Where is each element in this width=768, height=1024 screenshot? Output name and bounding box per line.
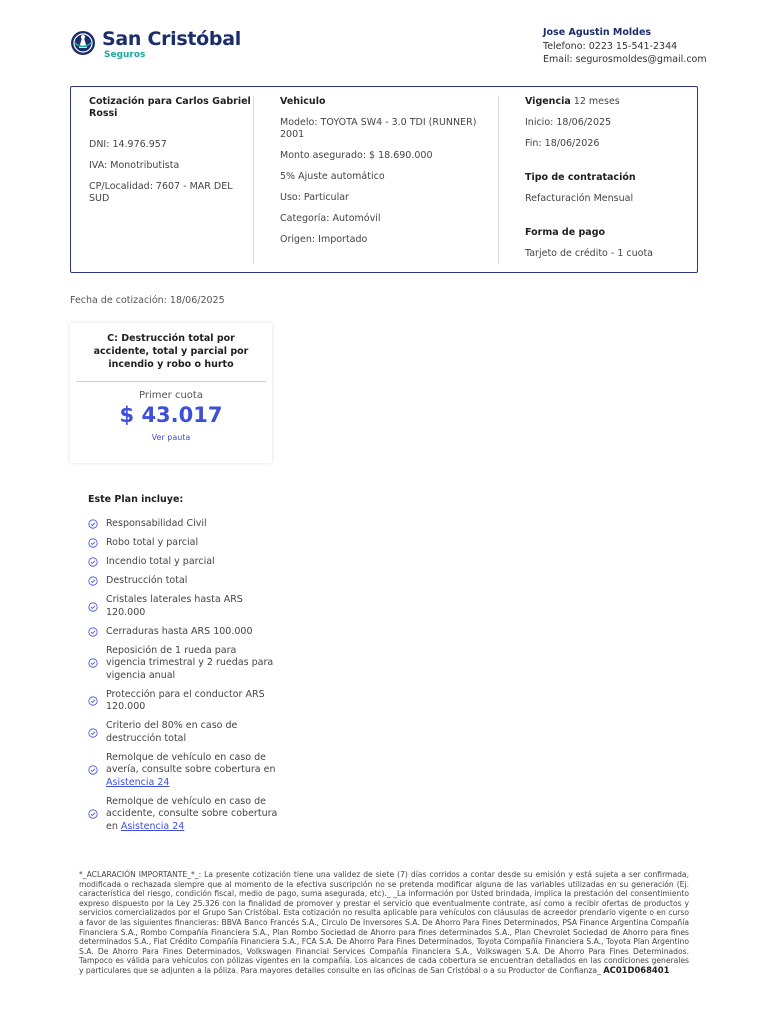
check-circle-icon: [88, 658, 98, 668]
plan-item-label: Incendio total y parcial: [106, 556, 215, 567]
vehicle-model: Modelo: TOYOTA SW4 - 3.0 TDI (RUNNER) 2001: [280, 117, 477, 140]
plan-item: [88, 556, 278, 569]
legal-disclaimer: [79, 870, 689, 976]
plan-item-label: Reposición de 1 rueda para vigencia trimestral y 2 ruedas para vigencia anual: [106, 644, 274, 681]
quote-date: Fecha de cotización: 18/06/2025: [70, 295, 225, 306]
plan-item-label: Protección para el conductor ARS 120.000: [106, 688, 265, 712]
vehicle-origin: Origen: Importado: [280, 234, 368, 245]
plan-item-label: [106, 752, 278, 790]
plan-card-divider: [76, 381, 266, 382]
check-circle-icon: [88, 765, 98, 775]
brand-sub: Seguros: [104, 50, 146, 60]
plan-item: [88, 537, 278, 550]
check-circle-icon: [88, 627, 98, 637]
assistance-24-link[interactable]: Asistencia 24: [120, 820, 185, 832]
plan-item: [88, 518, 278, 531]
plan-item: [88, 689, 278, 714]
validity-duration: 12 meses: [573, 96, 620, 107]
client-dni: DNI: 14.976.957: [89, 139, 167, 150]
plan-item-label: Robo total y parcial: [106, 537, 199, 548]
plan-item: [88, 626, 278, 639]
agent-info: [543, 26, 707, 67]
vehicle-use: Uso: Particular: [280, 192, 349, 203]
plan-item: [88, 645, 278, 683]
agent-phone: Telefono: 0223 15-541-2344: [543, 40, 678, 52]
plan-item: [88, 720, 278, 745]
check-circle-icon: [88, 602, 98, 612]
check-circle-icon: [88, 728, 98, 738]
plan-item-label: Cerraduras hasta ARS 100.000: [106, 625, 253, 637]
first-installment-price: $ 43.017: [119, 403, 223, 427]
vehicle-adjustment: 5% Ajuste automático: [280, 171, 385, 182]
quote-summary-box: [70, 86, 698, 273]
payment-method-title: Forma de pago: [525, 227, 606, 238]
towing-text: Remolque de vehículo en caso de avería, consulte sobre cobertura en: [106, 751, 276, 775]
assistance-24-link[interactable]: Asistencia 24: [106, 776, 170, 788]
brand-name: San Cristóbal: [102, 28, 241, 50]
plan-includes-list: [88, 518, 278, 833]
plan-item-label: [106, 796, 278, 834]
check-circle-icon: [88, 696, 98, 706]
check-circle-icon: [88, 538, 98, 548]
towing-text: Remolque de vehículo en caso de accidente, consulte sobre cobertura en: [106, 795, 278, 832]
first-installment-label: Primer cuota: [139, 390, 203, 401]
client-title: Cotización para Carlos Gabriel Rossi: [89, 96, 251, 119]
validity-end: Fin: 18/06/2026: [525, 138, 600, 149]
plan-item-towing: [88, 752, 278, 790]
plan-includes: [88, 494, 278, 840]
plan-item-label: Responsabilidad Civil: [106, 518, 207, 529]
disclaimer-text: *_ACLARACIÓN IMPORTANTE_*_: La presente cotización tiene una validez de siete (7) días corridos a contar desde su emisión y está sujeta a ser confirmada, modificada o rechazada siempre que al momento de la efectiva suscripción no se pretenda modificar alguna de las variables utilizadas en su generación (Ej. característica del riesgo, condición fiscal, medio de pago, suma asegurada, etc)._ _La información por Usted brindada, implica la prestación del consentimiento expreso dispuesto por la Ley 25.326 con la finalidad de promover y prestar el servicio que eventualmente contrate, así como a recibir ofertas de productos y servicios comercializados por el Grupo San Cristóbal. Esta cotización no resulta aplicable para vehículos con cláusulas de acreedor prendario vigente o en curso a favor de las siguientes financieras: BBVA Banco Francés S.A., Circulo De Inversores S.A. De Ahorro Para Fines Determinados, PSA Finance Argentina Compañía Financiera S.A., Rombo Compañía Financiera S.A., Plan Rombo Sociedad de Ahorro para fines determinados S.A., Plan Chevrolet Sociedad de Ahorro para fines determinados S.A., Fiat Crédito Compañía Financiera S.A., FCA S.A. De Ahorro Para Fines Determinados, Toyota Compañía Financiera S.A., Toyota Plan Argentino S.A. De Ahorro Para Fines Determinados, Volkswagen Financial Services Compañía Financiera S.A., Volkswagen S.A. De Ahorro Para Fines Determinados. Tampoco es válida para vehículos con pólizas vigentes en la compañía. Los alcances de cada cobertura se encuentran detallados en las condiciones generales y particulares que se adjunten a la póliza. Para mayores detalles consulte en las oficinas de San Cristóbal o a su Productor de Confianza_: [79, 870, 689, 975]
contract-type: Refacturación Mensual: [525, 193, 634, 204]
plan-item-towing: [88, 796, 278, 834]
san-cristobal-emblem-icon: [70, 30, 96, 56]
check-circle-icon: [88, 576, 98, 586]
validity-column: [498, 96, 698, 264]
plan-item: [88, 594, 278, 619]
client-iva: IVA: Monotributista: [89, 160, 180, 171]
vehicle-column: [253, 96, 498, 264]
plan-card-title: C: Destrucción total por accidente, total y parcial por incendio y robo o hurto: [93, 333, 249, 370]
check-circle-icon: [88, 519, 98, 529]
plan-item-label: Cristales laterales hasta ARS 120.000: [106, 594, 243, 618]
vehicle-title: Vehiculo: [280, 96, 326, 107]
check-circle-icon: [88, 809, 98, 819]
vehicle-insured-amount: Monto asegurado: $ 18.690.000: [280, 150, 433, 161]
client-column: [89, 96, 254, 205]
vehicle-category: Categoría: Automóvil: [280, 213, 381, 224]
view-guideline-link[interactable]: Ver pauta: [151, 433, 191, 442]
plan-card: [70, 323, 272, 463]
plan-item-label: Destrucción total: [106, 575, 188, 586]
plan-item-label: Criterio del 80% en caso de destrucción total: [106, 720, 238, 744]
contract-type-title: Tipo de contratación: [525, 172, 636, 183]
agent-name: Jose Agustin Moldes: [543, 27, 652, 38]
disclaimer-code: AC01D068401: [603, 964, 670, 975]
plan-includes-title: Este Plan incluye:: [88, 494, 184, 505]
validity-title: Vigencia: [525, 96, 571, 107]
brand-logo: [70, 28, 241, 60]
plan-item: [88, 575, 278, 588]
check-circle-icon: [88, 557, 98, 567]
validity-line: [525, 96, 698, 108]
validity-start: Inicio: 18/06/2025: [525, 117, 612, 128]
agent-email: Email: segurosmoldes@gmail.com: [543, 54, 707, 65]
payment-method: Tarjeto de crédito - 1 cuota: [525, 248, 653, 259]
client-locality: CP/Localidad: 7607 - MAR DEL SUD: [89, 181, 233, 204]
